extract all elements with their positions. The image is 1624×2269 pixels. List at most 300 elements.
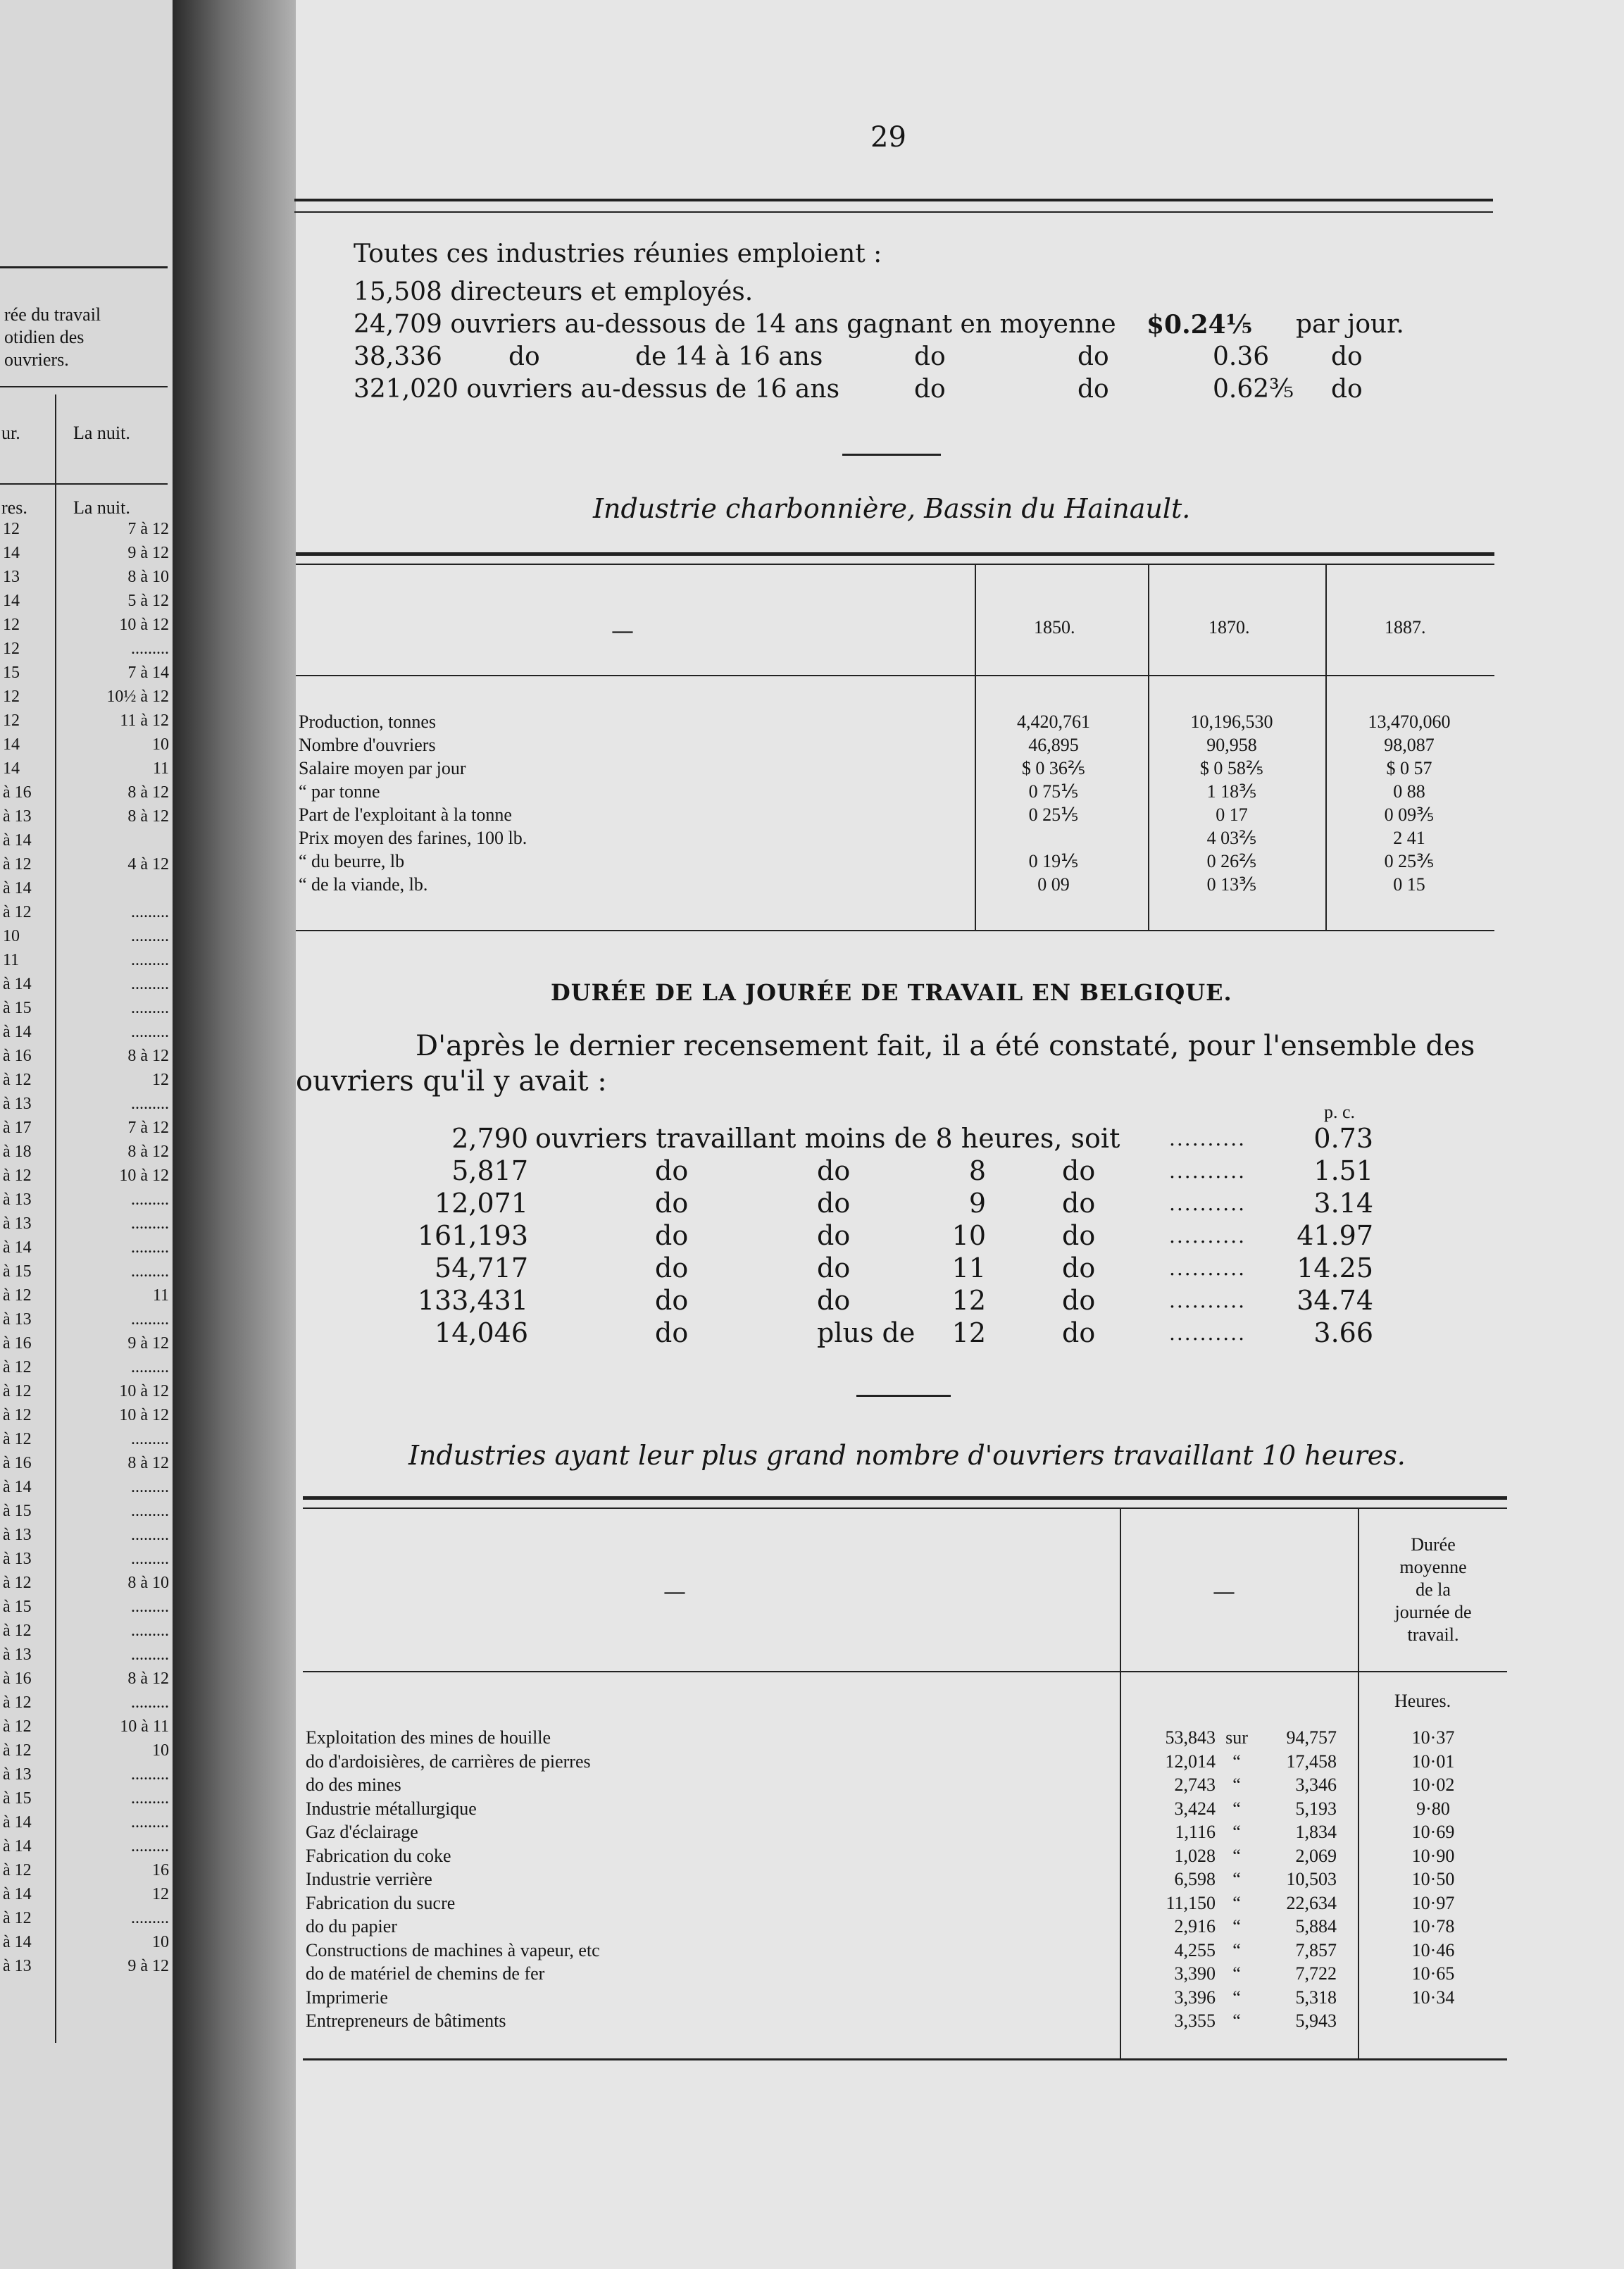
industries-unit: Heures.	[1394, 1691, 1451, 1711]
industries-cell-sep: “	[1232, 1987, 1241, 2008]
left-page-cell-day: à 12	[3, 1071, 32, 1089]
left-page-cell-night: 10½ à 12	[106, 688, 169, 706]
left-page-cell-night: .........	[131, 1023, 169, 1041]
left-page-cell-night: .........	[131, 927, 169, 945]
coal-header-dash: —	[611, 617, 634, 644]
industries-cell-sep: “	[1232, 2010, 1241, 2031]
left-page-cell-night: 8 à 10	[127, 1574, 169, 1592]
left-page-cell-day: à 14	[3, 1837, 32, 1855]
industries-row-label: Industrie verrière	[306, 1869, 432, 1889]
coal-cell-1870: $ 0 58⅖	[1199, 758, 1264, 778]
left-page-cell-night: 9 à 12	[127, 544, 169, 562]
duree-title: DURÉE DE LA JOURÉE DE TRAVAIL EN BELGIQUE.	[551, 979, 1232, 1006]
coal-cell-1870: 10,196,530	[1190, 711, 1273, 732]
industries-cell-total: 2,069	[1295, 1845, 1337, 1866]
left-page-cell-day: à 13	[3, 807, 32, 826]
coal-cell-1870: 0 13⅗	[1206, 874, 1257, 895]
left-page-cell-day: 12	[3, 640, 20, 658]
left-page-cell-night: .........	[131, 1214, 169, 1233]
industries-cell-hours: 10·65	[1411, 1963, 1455, 1984]
left-page-cell-day: 15	[3, 664, 20, 682]
left-page-cell-night: 8 à 12	[127, 1143, 169, 1161]
left-page-cell-night: 7 à 14	[127, 664, 169, 682]
left-page-rule-3	[0, 483, 168, 485]
left-page-cell-night: 4 à 12	[127, 855, 169, 874]
coal-cell-1850: 4,420,761	[1017, 711, 1090, 732]
industries-cell-sep: “	[1232, 1916, 1241, 1937]
left-page-cell-day: à 13	[3, 1095, 32, 1113]
industries-cell-sep: “	[1232, 1751, 1241, 1772]
left-page-cell-day: à 17	[3, 1119, 32, 1137]
intro-line-3-range: de 14 à 16 ans	[635, 342, 823, 371]
coal-cell-1850: 0 19⅕	[1028, 851, 1079, 871]
left-page-cell-night: .........	[131, 1430, 169, 1448]
duree-count: 12,071	[435, 1188, 528, 1219]
left-page-cell-day: à 12	[3, 1382, 32, 1400]
industries-cell-total: 5,884	[1295, 1916, 1337, 1937]
left-page-cell-day: 14	[3, 735, 20, 754]
intro-line-2-unit: par jour.	[1296, 310, 1404, 339]
left-page-cell-day: à 12	[3, 1430, 32, 1448]
intro-line-3-do2: do	[914, 342, 946, 371]
intro-line-3-wage: 0.36	[1213, 342, 1270, 371]
duree-count: 5,817	[451, 1155, 528, 1186]
industries-cell-total: 5,318	[1295, 1987, 1337, 2008]
duree-do-2: do	[817, 1188, 851, 1219]
duree-do-1: do	[655, 1188, 689, 1219]
left-page-cell-night: 10	[152, 1741, 169, 1760]
industries-cell-count: 6,598	[1174, 1869, 1216, 1889]
duree-percent: 34.74	[1297, 1285, 1373, 1316]
industries-col2-dash: —	[1213, 1578, 1235, 1605]
left-page-cell-night: 11	[152, 759, 169, 778]
section-divider	[842, 454, 941, 456]
industries-cell-hours: 10·50	[1411, 1869, 1455, 1889]
duree-do-2: do	[817, 1252, 851, 1283]
left-page-cell-night: .........	[131, 1191, 169, 1209]
left-page-cell-day: à 14	[3, 1478, 32, 1496]
left-page-cell-day: à 13	[3, 1526, 32, 1544]
left-page-cell-day: à 13	[3, 1957, 32, 1975]
industries-cell-count: 3,424	[1174, 1798, 1216, 1819]
left-page-cell-day: 12	[3, 688, 20, 706]
coal-year-1887: 1887.	[1385, 617, 1426, 638]
left-page-cell-day: à 14	[3, 879, 32, 897]
coal-cell-1887: 0 88	[1393, 781, 1425, 802]
intro-line-4: 321,020 ouvriers au-dessus de 16 ans	[354, 375, 840, 404]
left-page-cell-night: 5 à 12	[127, 592, 169, 610]
page-number: 29	[870, 121, 906, 154]
left-page-cell-night: 9 à 12	[127, 1334, 169, 1353]
left-page-cell-day: à 13	[3, 1214, 32, 1233]
intro-line-3-unit: do	[1331, 342, 1363, 371]
duree-percent: 14.25	[1297, 1252, 1373, 1283]
left-page-cell-day: à 14	[3, 1933, 32, 1951]
left-page-cell-night: .........	[131, 1646, 169, 1664]
left-page-cell-night: .........	[131, 999, 169, 1017]
left-page-cell-night: 12	[152, 1071, 169, 1089]
industries-top-rule-thin	[303, 1508, 1507, 1509]
left-page-cell-night: 8 à 12	[127, 1670, 169, 1688]
book-gutter	[173, 0, 299, 2269]
industries-cell-count: 3,390	[1174, 1963, 1216, 1984]
coal-cell-1850: 46,895	[1028, 735, 1079, 755]
duree-do-1: do	[655, 1285, 689, 1316]
left-page-cell-night: .........	[131, 951, 169, 969]
left-page-cell-night: .........	[131, 1598, 169, 1616]
left-page-cell-day: à 12	[3, 1622, 32, 1640]
industries-cell-sep: “	[1232, 1869, 1241, 1889]
coal-cell-1870: 0 17	[1216, 804, 1248, 825]
industries-cell-count: 12,014	[1165, 1751, 1216, 1772]
industries-cell-total: 5,193	[1295, 1798, 1337, 1819]
industries-cell-hours: 10·37	[1411, 1727, 1455, 1748]
left-page-cell-day: 14	[3, 592, 20, 610]
left-page-cell-night: 8 à 12	[127, 807, 169, 826]
duree-count: 14,046	[435, 1317, 528, 1348]
industries-row-label: Exploitation des mines de houille	[306, 1727, 551, 1748]
duree-hours: 8	[968, 1155, 986, 1186]
industries-row-label: do des mines	[306, 1774, 401, 1795]
left-page-cell-night: .........	[131, 1358, 169, 1376]
left-page-cell-day: à 16	[3, 783, 32, 802]
industries-cell-hours: 10·46	[1411, 1939, 1455, 1960]
industries-cell-count: 4,255	[1174, 1939, 1216, 1960]
industries-cell-count: 2,743	[1174, 1774, 1216, 1795]
duree-count: 54,717	[435, 1252, 528, 1283]
industries-cell-total: 22,634	[1286, 1892, 1337, 1913]
duree-description: ouvriers travaillant moins de 8 heures, soit	[535, 1123, 1120, 1154]
coal-cell-1870: 0 26⅖	[1206, 851, 1257, 871]
left-page-cell-night: .........	[131, 1095, 169, 1113]
duree-do-3: do	[1062, 1188, 1096, 1219]
industries-cell-sep: sur	[1225, 1727, 1248, 1748]
duree-percent: 3.66	[1313, 1317, 1373, 1348]
left-page-cell-night: 7 à 12	[127, 520, 169, 538]
industries-col-divider-2	[1358, 1509, 1359, 2058]
left-page-cell-day: à 12	[3, 1406, 32, 1424]
duree-hours: 12	[951, 1317, 986, 1348]
left-page-cell-night: 10 à 11	[120, 1717, 169, 1736]
industries-col3-header-line: Durée	[1411, 1534, 1456, 1555]
duree-percent: 3.14	[1313, 1188, 1373, 1219]
industries-cell-sep: “	[1232, 1798, 1241, 1819]
coal-cell-1887: $ 0 57	[1386, 758, 1432, 778]
left-page-cell-day: 12	[3, 711, 20, 730]
industries-cell-total: 10,503	[1286, 1869, 1337, 1889]
left-page-cell-night: .........	[131, 1238, 169, 1257]
intro-line-3-count: 38,336	[354, 342, 442, 371]
left-page-cell-day: à 14	[3, 831, 32, 850]
left-page-sub-head-day: res.	[1, 497, 27, 518]
industries-title: Industries ayant leur plus grand nombre d'ouvriers travaillant 10 heures.	[408, 1440, 1406, 1471]
duree-do-3: do	[1062, 1220, 1096, 1251]
left-page-cell-day: à 13	[3, 1550, 32, 1568]
duree-leader-dots: ..........	[1169, 1160, 1247, 1183]
section-divider-2	[856, 1395, 951, 1397]
left-page-cell-day: à 12	[3, 1909, 32, 1927]
industries-row-label: Fabrication du coke	[306, 1845, 451, 1866]
intro-line-4-unit: do	[1331, 375, 1363, 404]
duree-do-2: do	[817, 1155, 851, 1186]
industries-cell-sep: “	[1232, 1892, 1241, 1913]
left-page-col-head-day: ur.	[1, 423, 20, 443]
coal-row-label: Production, tonnes	[299, 711, 436, 732]
duree-leader-dots: ..........	[1169, 1289, 1247, 1312]
left-page-cell-night: .........	[131, 1502, 169, 1520]
industries-col1-dash: —	[663, 1578, 686, 1605]
duree-do-3: do	[1062, 1285, 1096, 1316]
industries-cell-hours: 10·69	[1411, 1822, 1455, 1842]
industries-cell-total: 3,346	[1295, 1774, 1337, 1795]
duree-do-1: do	[655, 1220, 689, 1251]
left-page-cell-day: à 12	[3, 1693, 32, 1712]
duree-percent: 41.97	[1297, 1220, 1373, 1251]
coal-row-label: “ du beurre, lb	[299, 851, 405, 871]
duree-do-3: do	[1062, 1317, 1096, 1348]
left-page-cell-night: 7 à 12	[127, 1119, 169, 1137]
left-page-cell-night: 11	[152, 1286, 169, 1305]
left-page-cell-night: 8 à 10	[127, 568, 169, 586]
left-page-cell-day: à 14	[3, 1238, 32, 1257]
industries-cell-total: 94,757	[1286, 1727, 1337, 1748]
left-page-cell-day: 13	[3, 568, 20, 586]
left-page-cell-night: 10 à 12	[119, 616, 169, 634]
duree-leader-dots: ..........	[1169, 1224, 1247, 1248]
industries-cell-count: 11,150	[1166, 1892, 1216, 1913]
left-page-cell-night: 8 à 12	[127, 783, 169, 802]
coal-table-bottom-rule	[296, 930, 1494, 931]
left-page-cell-night: .........	[131, 1550, 169, 1568]
industries-col3-header-line: de la	[1416, 1579, 1451, 1600]
left-page-cell-day: à 14	[3, 1813, 32, 1832]
coal-cell-1887: 98,087	[1384, 735, 1435, 755]
coal-col-divider-2	[1148, 564, 1149, 930]
intro-line-1: 15,508 directeurs et employés.	[354, 278, 754, 306]
industries-cell-total: 7,722	[1295, 1963, 1337, 1984]
intro-line-4-do3: do	[1078, 375, 1109, 404]
coal-cell-1850: $ 0 36⅖	[1021, 758, 1086, 778]
left-page-cell-night: 10 à 12	[119, 1167, 169, 1185]
duree-count: 2,790	[451, 1123, 528, 1154]
industries-col3-header-line: journée de	[1394, 1602, 1472, 1622]
duree-hours: 12	[951, 1285, 986, 1316]
left-page-cell-night: 12	[152, 1885, 169, 1903]
left-page-cell-night: .........	[131, 1622, 169, 1640]
left-page-cell-night: .........	[131, 903, 169, 921]
left-page-cell-night: .........	[131, 975, 169, 993]
duree-pc-header: p. c.	[1324, 1102, 1356, 1122]
coal-cell-1887: 13,470,060	[1368, 711, 1451, 732]
left-page-cell-night: 10 à 12	[119, 1382, 169, 1400]
left-page-cell-night: 9 à 12	[127, 1957, 169, 1975]
duree-count: 161,193	[417, 1220, 528, 1251]
coal-table-title: Industrie charbonnière, Bassin du Hainault.	[593, 493, 1191, 524]
left-page-cell-day: à 13	[3, 1191, 32, 1209]
left-page-cell-day: 12	[3, 520, 20, 538]
coal-cell-1850: 0 75⅕	[1028, 781, 1079, 802]
duree-percent: 0.73	[1313, 1123, 1373, 1154]
industries-cell-count: 2,916	[1174, 1916, 1216, 1937]
duree-hours: 10	[951, 1220, 986, 1251]
left-page-cell-day: à 15	[3, 1789, 32, 1808]
left-page-cell-night: .........	[131, 1909, 169, 1927]
left-page-cell-day: 12	[3, 616, 20, 634]
industries-top-rule	[303, 1496, 1507, 1500]
coal-row-label: “ de la viande, lb.	[299, 874, 428, 895]
left-page-cell-night: .........	[131, 1262, 169, 1281]
left-page-rule-2	[0, 386, 168, 387]
left-page-cell-day: à 12	[3, 1167, 32, 1185]
duree-paragraph-line-1: D'après le dernier recensement fait, il a été constaté, pour l'ensemble des	[416, 1030, 1475, 1062]
left-page-cell-day: à 15	[3, 1598, 32, 1616]
left-page-header-1: rée du travail	[4, 304, 101, 325]
left-page-cell-day: à 16	[3, 1670, 32, 1688]
industries-cell-hours: 9·80	[1416, 1798, 1450, 1819]
duree-leader-dots: ..........	[1169, 1257, 1247, 1280]
left-page-cell-day: à 14	[3, 1885, 32, 1903]
intro-line-2: 24,709 ouvriers au-dessous de 14 ans gagnant en moyenne	[354, 310, 1116, 339]
left-page-cell-day: à 14	[3, 975, 32, 993]
top-rule	[294, 199, 1493, 201]
industries-cell-hours: 10·90	[1411, 1845, 1455, 1866]
left-page-cell-night: 8 à 12	[127, 1047, 169, 1065]
left-page-cell-night: .........	[131, 1526, 169, 1544]
left-page-cell-day: à 15	[3, 999, 32, 1017]
duree-do-2: plus de	[817, 1317, 916, 1348]
left-page-cell-night: 10 à 12	[119, 1406, 169, 1424]
industries-cell-hours: 10·97	[1411, 1892, 1455, 1913]
industries-row-label: do d'ardoisières, de carrières de pierres	[306, 1751, 591, 1772]
coal-cell-1887: 0 09⅗	[1384, 804, 1435, 825]
industries-row-label: Fabrication du sucre	[306, 1892, 456, 1913]
left-page-cell-night: 8 à 12	[127, 1454, 169, 1472]
left-page-cell-night: .........	[131, 1837, 169, 1855]
industries-col3-header-line: moyenne	[1399, 1557, 1467, 1577]
duree-hours: 11	[951, 1252, 986, 1283]
industries-row-label: do de matériel de chemins de fer	[306, 1963, 545, 1984]
left-page-column-divider	[55, 394, 56, 2043]
left-page-cell-day: à 12	[3, 903, 32, 921]
intro-line-3-do3: do	[1078, 342, 1109, 371]
left-page-cell-night: .........	[131, 1789, 169, 1808]
industries-row-label: Constructions de machines à vapeur, etc	[306, 1939, 600, 1960]
left-page-cell-day: à 15	[3, 1502, 32, 1520]
left-page-cell-night: .........	[131, 1765, 169, 1784]
industries-cell-total: 17,458	[1286, 1751, 1337, 1772]
duree-leader-dots: ..........	[1169, 1192, 1247, 1215]
left-page-cell-night: .........	[131, 640, 169, 658]
left-page-rule	[0, 266, 168, 268]
industries-cell-hours: 10·34	[1411, 1987, 1455, 2008]
left-page-fragment	[0, 0, 176, 2269]
industries-col-divider-1	[1120, 1509, 1121, 2058]
duree-do-1: do	[655, 1155, 689, 1186]
left-page-cell-day: à 12	[3, 1741, 32, 1760]
left-page-cell-day: à 12	[3, 1286, 32, 1305]
left-page-cell-night: 11 à 12	[120, 711, 169, 730]
left-page-cell-day: à 16	[3, 1454, 32, 1472]
intro-line-2-wage: $0.24⅕	[1147, 310, 1252, 340]
left-page-col-head-night: La nuit.	[73, 423, 130, 443]
coal-row-label: Part de l'exploitant à la tonne	[299, 804, 512, 825]
industries-cell-hours: 10·02	[1411, 1774, 1455, 1795]
left-page-cell-day: à 12	[3, 1861, 32, 1879]
left-page-cell-day: à 12	[3, 1717, 32, 1736]
coal-row-label: Prix moyen des farines, 100 lb.	[299, 828, 527, 848]
left-page-cell-night: .........	[131, 1813, 169, 1832]
top-rule-thin	[294, 211, 1493, 213]
coal-cell-1870: 1 18⅗	[1206, 781, 1257, 802]
coal-cell-1887: 2 41	[1393, 828, 1425, 848]
duree-do-2: do	[817, 1285, 851, 1316]
left-page-cell-day: 14	[3, 544, 20, 562]
left-page-cell-night: .........	[131, 1478, 169, 1496]
coal-col-divider-3	[1325, 564, 1327, 930]
duree-do-2: do	[817, 1220, 851, 1251]
industries-cell-total: 7,857	[1295, 1939, 1337, 1960]
left-page-cell-night: .........	[131, 1310, 169, 1329]
coal-cell-1870: 4 03⅖	[1206, 828, 1257, 848]
coal-header-rule	[296, 675, 1494, 676]
coal-table-top-rule-thin	[296, 564, 1494, 565]
duree-percent: 1.51	[1313, 1155, 1373, 1186]
intro-heading: Toutes ces industries réunies emploient :	[354, 240, 882, 268]
left-page-cell-night: 10	[152, 1933, 169, 1951]
left-page-cell-night: .........	[131, 1693, 169, 1712]
left-page-cell-day: 10	[3, 927, 20, 945]
left-page-cell-day: à 16	[3, 1047, 32, 1065]
left-page-cell-night: 16	[152, 1861, 169, 1879]
coal-cell-1870: 90,958	[1206, 735, 1257, 755]
left-page-cell-night: 10	[152, 735, 169, 754]
industries-cell-sep: “	[1232, 1939, 1241, 1960]
duree-do-1: do	[655, 1317, 689, 1348]
industries-cell-count: 3,355	[1174, 2010, 1216, 2031]
left-page-cell-day: à 12	[3, 1358, 32, 1376]
industries-cell-hours: 10·01	[1411, 1751, 1455, 1772]
duree-paragraph-line-2: ouvriers qu'il y avait :	[296, 1065, 607, 1098]
left-page-cell-day: à 13	[3, 1310, 32, 1329]
industries-cell-sep: “	[1232, 1845, 1241, 1866]
duree-hours: 9	[968, 1188, 986, 1219]
left-page-cell-day: à 18	[3, 1143, 32, 1161]
industries-cell-count: 1,028	[1174, 1845, 1216, 1866]
left-page-cell-day: 14	[3, 759, 20, 778]
left-page-cell-day: à 16	[3, 1334, 32, 1353]
industries-cell-total: 5,943	[1295, 2010, 1337, 2031]
coal-row-label: Salaire moyen par jour	[299, 758, 466, 778]
coal-cell-1850: 0 09	[1037, 874, 1070, 895]
left-page-cell-day: à 14	[3, 1023, 32, 1041]
industries-cell-count: 53,843	[1165, 1727, 1216, 1748]
left-page-cell-day: à 15	[3, 1262, 32, 1281]
duree-count: 133,431	[417, 1285, 528, 1316]
industries-cell-count: 1,116	[1175, 1822, 1216, 1842]
coal-table-top-rule	[296, 552, 1494, 556]
left-page-header-3: ouvriers.	[4, 349, 69, 370]
industries-cell-total: 1,834	[1295, 1822, 1337, 1842]
coal-row-label: Nombre d'ouvriers	[299, 735, 436, 755]
industries-row-label: Entrepreneurs de bâtiments	[306, 2010, 506, 2031]
left-page-sub-head-night: La nuit.	[73, 497, 130, 518]
industries-row-label: Industrie métallurgique	[306, 1798, 477, 1819]
industries-bottom-rule	[303, 2058, 1507, 2060]
coal-cell-1850: 0 25⅕	[1028, 804, 1079, 825]
duree-leader-dots: ..........	[1169, 1127, 1247, 1150]
industries-row-label: Imprimerie	[306, 1987, 388, 2008]
duree-do-3: do	[1062, 1252, 1096, 1283]
